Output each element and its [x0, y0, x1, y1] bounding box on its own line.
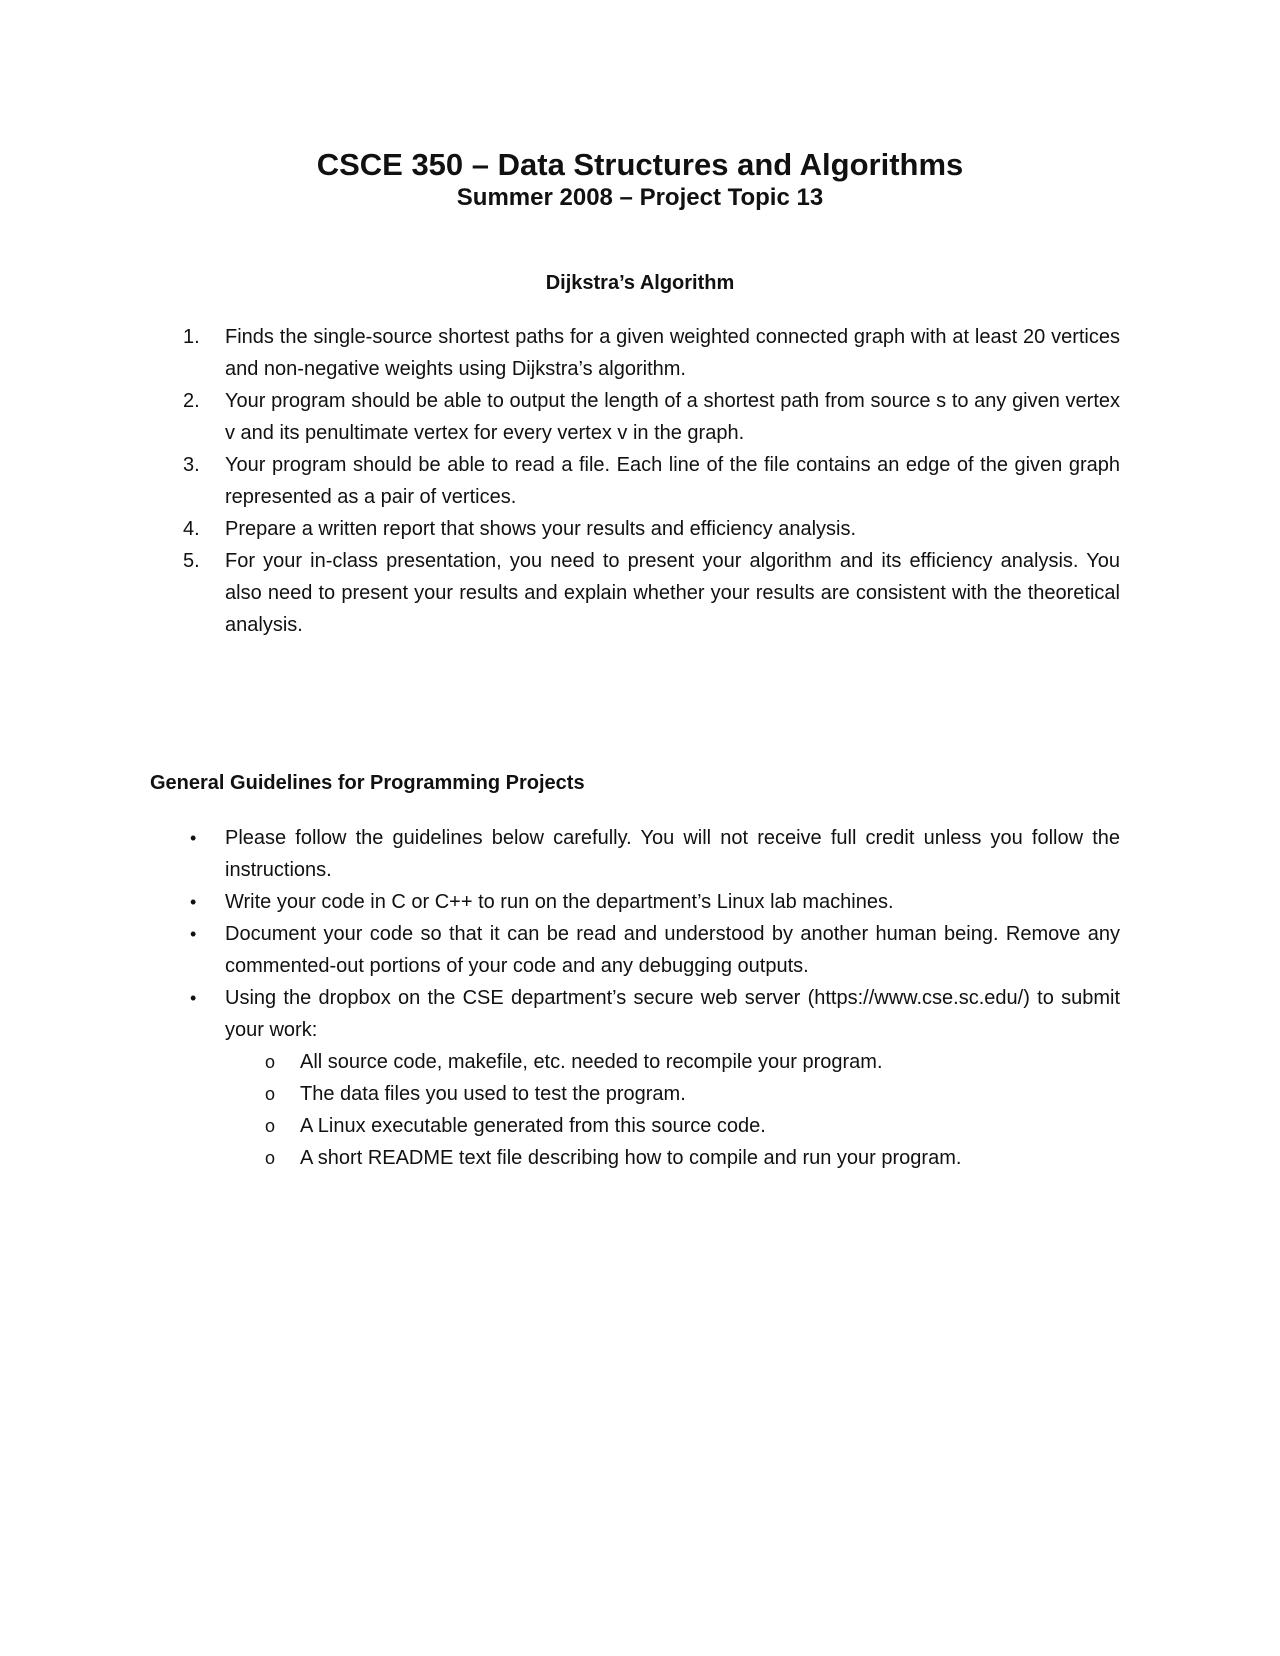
requirement-text: Your program should be able to read a file. Each line of the file contains an edge of the given graph represented as a pair of vertices.	[225, 454, 1120, 508]
requirement-text: For your in-class presentation, you need to present your algorithm and its efficiency analysis. You also need to present your results and explain whether your results are consistent with the theoretical analysis.	[225, 550, 1120, 636]
guidelines-list	[150, 822, 1120, 1174]
submission-item-text: All source code, makefile, etc. needed to recompile your program.	[300, 1051, 883, 1073]
submission-items-list	[225, 1046, 1120, 1174]
sub-bullet-icon: o	[265, 1148, 276, 1168]
requirement-item	[150, 449, 1120, 513]
submission-item	[225, 1110, 1120, 1142]
guideline-item	[150, 822, 1120, 886]
submission-item	[225, 1078, 1120, 1110]
bullet-icon: •	[190, 988, 197, 1008]
requirement-number: 2.	[183, 390, 200, 412]
document-subtitle: Summer 2008 – Project Topic 13	[456, 184, 824, 211]
requirement-number: 1.	[183, 326, 200, 348]
requirement-item	[150, 321, 1120, 385]
requirement-item	[150, 545, 1120, 641]
submission-item	[225, 1046, 1120, 1078]
document-title: CSCE 350 – Data Structures and Algorithms	[316, 147, 964, 182]
requirement-number: 3.	[183, 454, 200, 476]
submission-item-text: The data files you used to test the program.	[300, 1083, 686, 1105]
requirement-number: 4.	[183, 518, 200, 540]
guideline-item	[150, 886, 1120, 918]
submission-item-text: A Linux executable generated from this source code.	[300, 1115, 766, 1137]
requirement-item	[150, 513, 1120, 545]
guideline-item	[150, 982, 1120, 1174]
guideline-text: Write your code in C or C++ to run on the department’s Linux lab machines.	[225, 891, 894, 913]
requirement-text: Finds the single-source shortest paths for a given weighted connected graph with at least 20 vertices and non-negative weights using Dijkstra’s algorithm.	[225, 326, 1120, 380]
submission-item	[225, 1142, 1120, 1174]
requirements-list	[150, 321, 1120, 641]
sub-bullet-icon: o	[265, 1052, 276, 1072]
sub-bullet-icon: o	[265, 1116, 276, 1136]
guideline-text: Please follow the guidelines below carefully. You will not receive full credit unless you follow the instructions.	[225, 827, 1120, 881]
bullet-icon: •	[190, 828, 197, 848]
bullet-icon: •	[190, 892, 197, 912]
guideline-text: Document your code so that it can be read and understood by another human being. Remove any commented-out portions of your code and any debugging outputs.	[225, 923, 1120, 977]
guideline-text: Using the dropbox on the CSE department’s secure web server (https://www.cse.sc.edu/) to submit your work:	[225, 987, 1120, 1041]
requirement-text: Prepare a written report that shows your results and efficiency analysis.	[225, 518, 857, 540]
topic-heading: Dijkstra’s Algorithm	[545, 272, 735, 294]
guideline-item	[150, 918, 1120, 982]
bullet-icon: •	[190, 924, 197, 944]
requirement-number: 5.	[183, 550, 200, 572]
submission-item-text: A short README text file describing how to compile and run your program.	[300, 1147, 962, 1169]
requirement-text: Your program should be able to output the length of a shortest path from source s to any given vertex v and its penultimate vertex for every vertex v in the graph.	[225, 390, 1120, 444]
guidelines-heading: General Guidelines for Programming Projects	[150, 772, 585, 794]
sub-bullet-icon: o	[265, 1084, 276, 1104]
requirement-item	[150, 385, 1120, 449]
